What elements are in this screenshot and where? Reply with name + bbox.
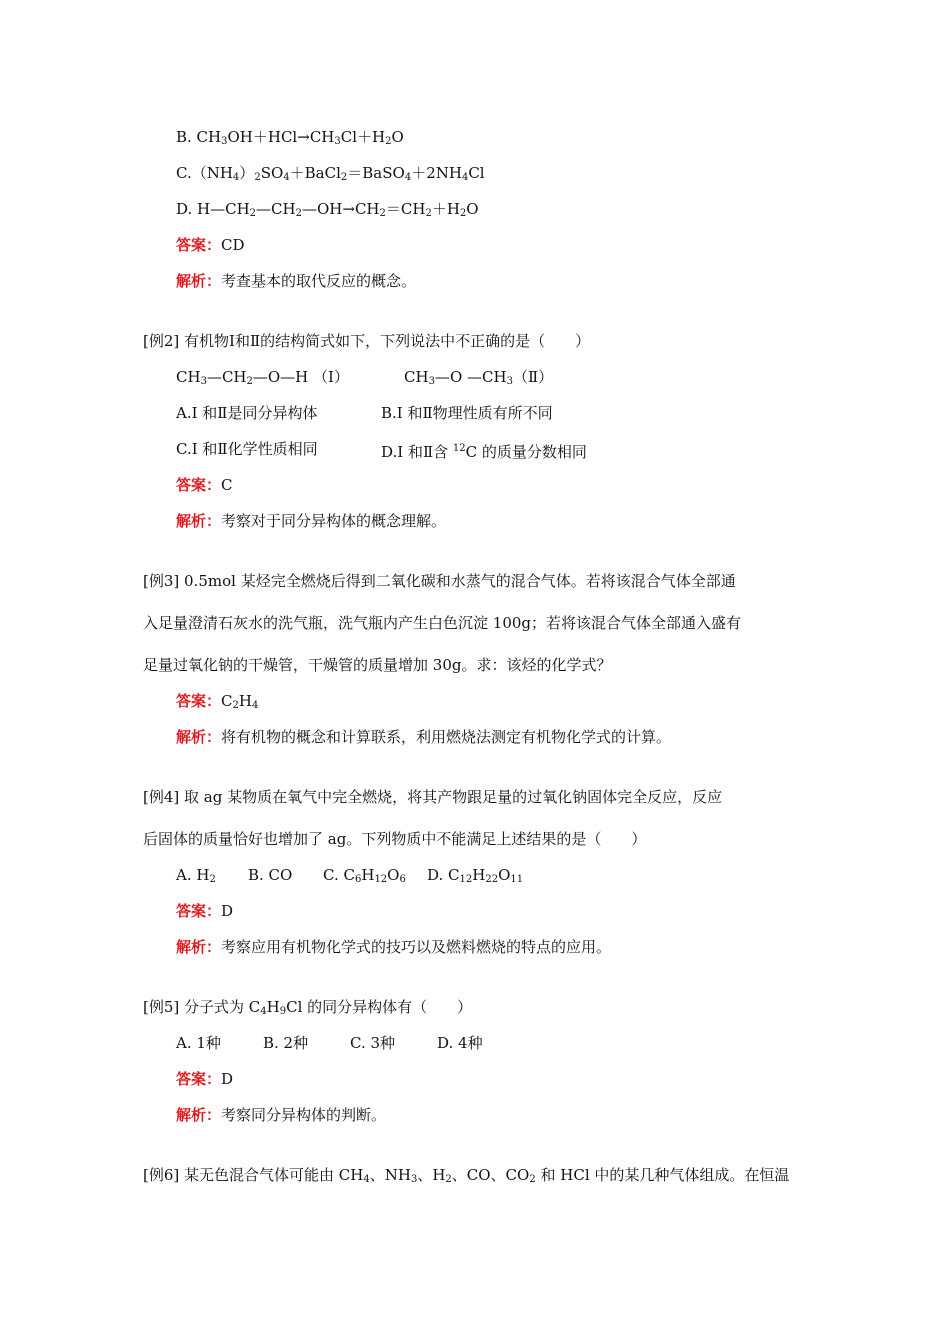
ex3-stem-line-2: 入足量澄清石灰水的洗气瓶，洗气瓶内产生白色沉淀 100g；若将该混合气体全部通入盛有 — [143, 614, 742, 632]
ex1-option-d: D. $H—CH_2—CH_2—OH\to CH_2=CH_2+H_2O$ — [176, 200, 479, 219]
ex2-stem: [例2] 有机物Ⅰ和Ⅱ的结构简式如下，下列说法中不正确的是（ ） — [143, 332, 591, 350]
analysis-label: 解析： — [176, 272, 222, 290]
ex3-analysis: 解析：将有机物的概念和计算联系，利用燃烧法测定有机物化学式的计算。 — [176, 728, 672, 746]
ex1-answer: 答案：CD — [176, 236, 245, 254]
ex1-option-b: B. $CH_3OH+HCl\to CH_3Cl+H_2O$ — [176, 128, 404, 147]
ex5-answer: 答案：D — [176, 1070, 234, 1088]
ex2-option-b: B.Ⅰ 和Ⅱ物理性质有所不同 — [381, 404, 553, 422]
ex2-option-d: D.Ⅰ 和Ⅱ含 $^{12}$C 的质量分数相同 — [381, 443, 587, 461]
answer-label: 答案： — [176, 1070, 222, 1088]
ex2-formula-1: $CH_3—CH_2—O—H$ （Ⅰ） — [176, 368, 349, 387]
ex3-stem-line-3: 足量过氧化钠的干燥管，干燥管的质量增加 30g。求：该烃的化学式？ — [143, 656, 612, 674]
ex2-answer: 答案：C — [176, 476, 233, 494]
ex3-stem-line-1: [例3] 0.5mol 某烃完全燃烧后得到二氧化碳和水蒸气的混合气体。若将该混合气体全部通 — [143, 572, 736, 590]
ex4-option-c: C. $C_6H_{12}O_6$ — [323, 866, 406, 885]
answer-label: 答案： — [176, 476, 222, 494]
analysis-label: 解析： — [176, 1106, 222, 1124]
answer-label: 答案： — [176, 236, 222, 254]
analysis-label: 解析： — [176, 938, 222, 956]
ex4-stem-line-1: [例4] 取 ag 某物质在氧气中完全燃烧，将其产物跟足量的过氧化钠固体完全反应，反应 — [143, 788, 723, 806]
ex6-stem: [例6] 某无色混合气体可能由 $CH_4$、$NH_3$、$H_2$、CO、$CO_2$ 和 HCl 中的某几种气体组成。在恒温 — [143, 1166, 790, 1185]
analysis-label: 解析： — [176, 728, 222, 746]
ex2-option-a: A.Ⅰ 和Ⅱ是同分异构体 — [176, 404, 318, 422]
ex3-answer: 答案：$C_2H_4$ — [176, 692, 259, 711]
ex5-option-c: C. 3种 — [350, 1034, 396, 1052]
ex4-answer: 答案：D — [176, 902, 234, 920]
ex1-option-c: $C.(NH_4)_2SO_4+BaCl_2=BaSO_4+2NH_4Cl$ — [176, 164, 485, 183]
analysis-label: 解析： — [176, 512, 222, 530]
ex4-option-a: A. $H_2$ — [176, 866, 216, 885]
arrow-icon: → — [297, 128, 310, 146]
ex5-analysis: 解析：考察同分异构体的判断。 — [176, 1106, 387, 1124]
answer-label: 答案： — [176, 692, 222, 710]
ex2-option-c: C.Ⅰ 和Ⅱ化学性质相同 — [176, 440, 318, 458]
answer-label: 答案： — [176, 902, 222, 920]
ex5-stem: [例5] 分子式为 $C_4H_9Cl$ 的同分异构体有（ ） — [143, 998, 473, 1017]
ex1-analysis: 解析：考查基本的取代反应的概念。 — [176, 272, 417, 290]
arrow-icon: → — [342, 200, 355, 218]
ex5-option-a: A. 1种 — [176, 1034, 221, 1052]
ex2-formula-2: $CH_3—O$ $—CH_3(Ⅱ)$ — [404, 368, 554, 387]
ex2-analysis: 解析：考察对于同分异构体的概念理解。 — [176, 512, 447, 530]
ex5-option-b: B. 2种 — [263, 1034, 309, 1052]
ex4-stem-line-2: 后固体的质量恰好也增加了 ag。下列物质中不能满足上述结果的是（ ） — [143, 830, 647, 848]
ex4-option-b: B. CO — [248, 866, 293, 884]
ex4-option-d: D. $C_{12}H_{22}O_{11}$ — [427, 866, 524, 885]
ex5-option-d: D. 4种 — [437, 1034, 483, 1052]
ex4-analysis: 解析：考察应用有机物化学式的技巧以及燃料燃烧的特点的应用。 — [176, 938, 612, 956]
